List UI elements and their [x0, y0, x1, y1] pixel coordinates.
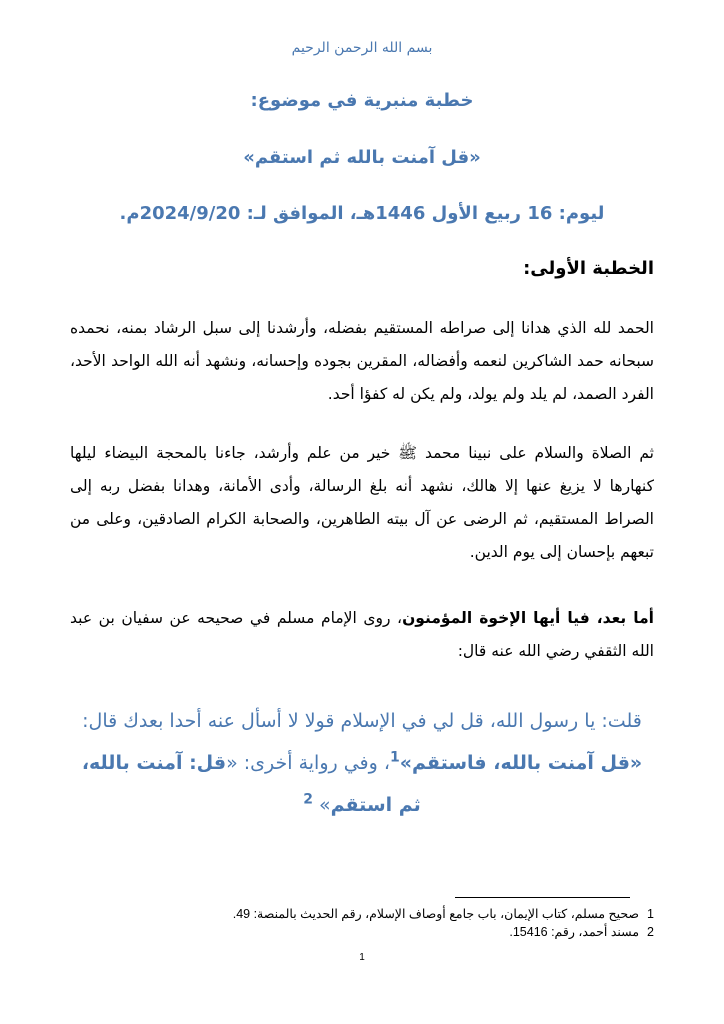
amma-baad-rest: ، روى الإمام مسلم في صحيحه عن سفيان بن عبد الله الثقفي رضي الله عنه قال: [70, 609, 654, 660]
hadith-mid: ، وفي رواية أخرى: « [226, 752, 390, 774]
footnote-1 [233, 906, 654, 921]
footnote-number: 2 [647, 925, 654, 939]
footnote-text: مسند أحمد، رقم: 15416. [509, 925, 640, 939]
hadith-bold2: قل: آمنت بالله، ثم استقم [81, 752, 421, 816]
hadith-line2 [70, 742, 654, 826]
footnote-ref-1[interactable]: 1 [390, 749, 400, 766]
hadith-quote [70, 700, 654, 826]
footnote-number: 1 [647, 907, 654, 921]
footnote-2 [509, 924, 654, 939]
footnote-ref-2[interactable]: 2 [303, 791, 313, 808]
hadith-end: » [318, 794, 331, 816]
sermon-date: ليوم: 16 ربيع الأول 1446هـ، الموافق لـ: 2024/9/20م. [119, 203, 605, 224]
paragraph-amma-baad [70, 602, 654, 668]
footnote-separator [455, 897, 630, 898]
basmala: بسم الله الرحمن الرحيم [291, 40, 433, 56]
amma-baad-bold: أما بعد، فيا أيها الإخوة المؤمنون [402, 609, 654, 627]
sermon-title-line1: خطبة منبرية في موضوع: [250, 90, 474, 111]
footnote-text: صحيح مسلم، كتاب الإيمان، باب جامع أوصاف الإسلام، رقم الحديث بالمنصة: 49. [232, 907, 640, 921]
paragraph-salawat: ثم الصلاة والسلام على نبينا محمد ﷺ خير من علم وأرشد، جاءنا بالمحجة البيضاء ليلها كنهارها لا يزيغ عنها إلا هالك، نشهد أنه بلغ الرسالة، وأدى الأمانة، وهدانا بفضل ربه إلى الصراط المستقيم، ثم الرضى عن آل بيته الطاهرين، والصحابة الكرام الصادقين، وعلى من تبعهم بإحسان إلى يوم الدين. [70, 444, 654, 561]
sermon-title-line2: «قل آمنت بالله ثم استقم» [243, 147, 481, 168]
paragraph-praise: الحمد لله الذي هدانا إلى صراطه المستقيم بفضله، وأرشدنا إلى سبل الرشاد بمنه، نحمده سبحانه حمد الشاكرين لنعمه وأفضاله، المقرين بجوده وإحسانه، ونشهد أنه الله الواحد الأحد، الفرد الصمد، لم يلد ولم يولد، ولم يكن له كفؤا أحد. [70, 319, 654, 403]
hadith-line1: قلت: يا رسول الله، قل لي في الإسلام قولا لا أسأل عنه أحدا بعدك قال: [82, 710, 642, 732]
hadith-bold1: «قل آمنت بالله، فاستقم» [399, 752, 643, 774]
page-number: 1 [359, 952, 365, 963]
section-heading: الخطبة الأولى: [523, 258, 654, 279]
